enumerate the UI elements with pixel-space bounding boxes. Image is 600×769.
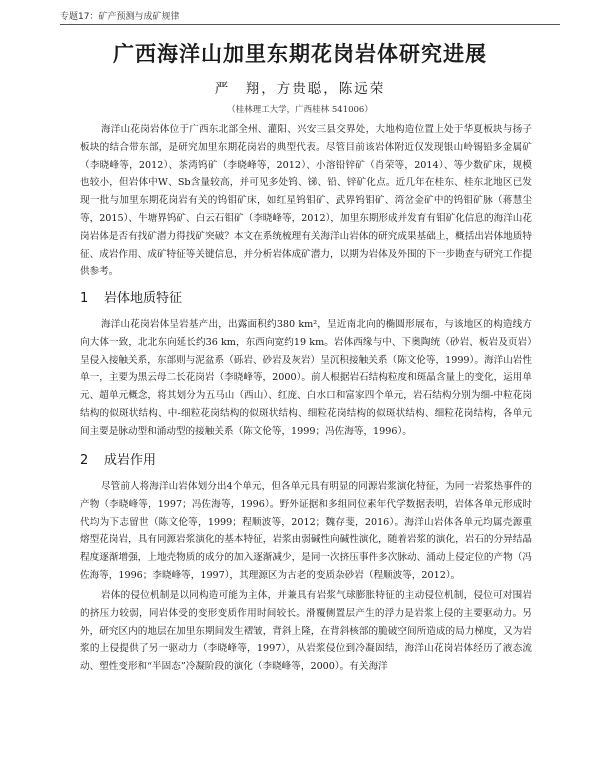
section-title: 成岩作用 <box>104 453 157 468</box>
running-head: 专题17：矿产预测与成矿规律 <box>60 12 180 22</box>
section-number: 1 <box>80 291 89 306</box>
article-title: 广西海洋山加里东期花岗岩体研究进展 <box>113 42 487 66</box>
section-2-paragraph-1: 尽管前人将海洋山岩体划分出4个单元，但各单元具有明显的同源岩浆演化特征，为同一岩浆热事件的产物（李晓峰等，1997；冯佐海等，1996）。野外证据和多组同位素年代学数据表明，岩体各单元形成时代均为下志留世（陈文伦等，1999；程顺波等，2012；魏存斐，2016）。海洋山岩体各单元均属壳源重熔型花岗岩，具有同源岩浆演化的基本特征，岩浆由弱碱性向碱性演化，随着岩浆的演化，岩石的分异结晶程度逐渐增强，上地壳物质的成分的加入逐渐减少，是同一次挤压事件多次脉动、涌动上侵定位的产物（冯佐海等，1996；李晓峰等，1997），其理源区为古老的变质杂砂岩（程顺波等，2012）。 <box>80 481 532 581</box>
affiliation: （桂林理工大学，广西桂林 541006） <box>227 105 373 115</box>
section-2-paragraph-2: 岩体的侵位机制是以同构造可能为主体，并兼具有岩浆气球膨胀特征的主动侵位机制，侵位可对围岩的挤压力较弱，同岩体受的变形变质作用时间较长。滑覆侧置层产生的浮力是岩浆上侵的主要驱动力。另外，研究区内的地层在加里东期间发生褶皱，背斜上隆，在背斜核部的脆破空间所造成的局力梯度，又为岩浆的上侵提供了另一驱动力（李晓峰等，1997），从岩浆侵位到冷凝固结，海洋山花岗岩体经历了液态流动、塑性变形和“半固态”冷凝阶段的演化（李晓峰等，2000）。有关海洋 <box>80 590 532 673</box>
section-1-paragraph-1: 海洋山花岗岩体呈岩基产出，出露面积约380 km²，呈近南北向的椭圆形展布，与该地区的构造线方向大体一致，北北东向延长约36 km，东西向宽约19 km。岩体西缘与中、下奥陶统（砂岩、板岩及页岩）呈侵入接触关系，东部则与泥盆系（砾岩、砂岩及灰岩）呈沉积接触关系（陈文伦等，1999）。海洋山岩性单一，主要为黑云母二长花岗岩（李晓峰等，2000）。前人根据岩石结构粒度和斑晶含量上的变化，运用单元、超单元概念，将其划分为五马山（西山）、红庞、白水口和富家四个单元，岩石结构分别为细-中粒花岗结构的似斑状结构、中-细粒花岗结构的似斑状结构、细粒花岗结构的似斑状结构、细粒花岗结构，各单元间主要是脉动型和涌动型的接触关系（陈文伦等，1999；冯佐海等，1996）。 <box>80 319 532 437</box>
intro-paragraph: 海洋山花岗岩体位于广西东北部全州、灌阳、兴安三县交界处，大地构造位置上处于华夏板块与扬子板块的结合带东部，是研究加里东期花岗岩的典型代表。尽管目前该岩体附近仅发现银山岭锡铅多金属矿（李晓峰等，2012）、茶湾钨矿（李晓峰等，2012）、小溶铅锌矿（肖荣等，2014）、等少数矿床，规模也较小，但岩体中W、Sb含量较高，并可见多处钨、锑、铅、锌矿化点。近几年在桂东、桂东北地区已发现一批与加里东期花岗岩有关的钨钼矿床，如红星钨钼矿、武界钨钼矿、湾岔金矿中的钨钼矿脉（蒋慧尘等，2015）、牛塘界钨矿、白云石钼矿（李晓峰等，2012），加里东期形成并发育有钼矿化信息的海洋山花岗岩体是否有找矿潜力得找矿突破？本文在系统梳理有关海洋山岩体的研究成果基础上，概括出岩体地质特征、成岩作用、成矿特征等关键信息，并分析岩体成矿潜力，以期为岩体及外围的下一步勘查与研究工作提供参考。 <box>80 124 532 278</box>
section-heading-2 <box>80 449 156 468</box>
header-rule <box>60 24 560 25</box>
section-number: 2 <box>80 453 89 468</box>
section-title: 岩体地质特征 <box>104 291 183 306</box>
author-list: 严 翔，方贵聪，陈远荣 <box>214 81 386 97</box>
section-heading-1 <box>80 287 182 306</box>
